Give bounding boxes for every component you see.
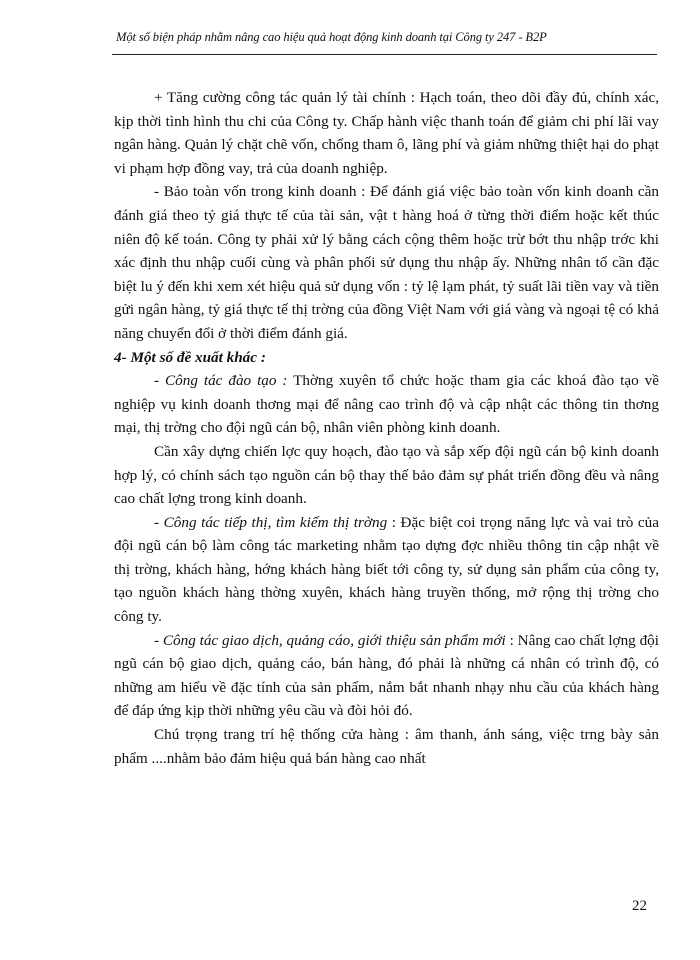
advertising-label: - Công tác giao dịch, quảng cáo, giới thiệu sản phẩm mới — [154, 631, 506, 649]
training-label: - Công tác đào tạo : — [154, 372, 288, 390]
header-divider — [112, 54, 657, 55]
paragraph-training — [114, 369, 659, 440]
section-heading-other-proposals: 4- Một số đề xuất khác : — [114, 348, 266, 366]
page-number: 22 — [632, 898, 647, 914]
paragraph-store-display: Chú trọng trang trí hệ thống cửa hàng : âm thanh, ánh sáng, việc trng bày sản phẩm ....nhằm bảo đảm hiệu quả bán hàng cao nhất — [114, 726, 659, 767]
training-text: Thờng xuyên tổ chức hoặc tham gia các khoá đào tạo về nghiệp vụ kinh doanh thơng mại để nâng cao trình độ và cập nhật các thông tin thơng mại, thị trờng cho đội ngũ cán bộ, nhân viên phòng kinh doanh. — [114, 372, 659, 437]
marketing-label: - Công tác tiếp thị, tìm kiếm thị trờng — [154, 513, 388, 531]
paragraph-staff-strategy: Cần xây dựng chiến lợc quy hoạch, đào tạo và sắp xếp đội ngũ cán bộ kinh doanh hợp lý, có chính sách tạo nguồn cán bộ thay thế bảo đảm sự phát triển đồng đều và nâng cao chất lợng trong kinh doanh. — [114, 442, 659, 508]
paragraph-marketing — [114, 511, 659, 629]
running-header: Một số biện pháp nhằm nâng cao hiệu quả hoạt động kinh doanh tại Công ty 247 - B2P — [116, 30, 547, 44]
advertising-text: : Nâng cao chất lợng đội ngũ cán bộ giao dịch, quảng cáo, bán hàng, đó phải là những cá nhân có trình độ, có những am hiểu về đặc tính của sản phẩm, nắm bắt nhanh nhạy nhu cầu của khách hàng để đáp ứng kịp thời những yêu cầu và đòi hỏi đó. — [114, 631, 659, 720]
paragraph-financial-management: + Tăng cường công tác quản lý tài chính : Hạch toán, theo dõi đầy đủ, chính xác, kịp thời tình hình thu chi của Công ty. Chấp hành việc thanh toán để giảm chi phí lãi vay ngân hàng. Quản lý chặt chẽ vốn, chống tham ô, lãng phí và giảm những thiệt hại do phạt vi phạm hợp đồng vay, trả của doanh nghiệp. — [114, 89, 659, 177]
paragraph-advertising — [114, 629, 659, 723]
page-body — [114, 86, 659, 770]
marketing-text: : Đặc biệt coi trọng năng lực và vai trò của đội ngũ cán bộ làm công tác marketing nhằm tạo dựng đợc nhiều thông tin cập nhật về thị trờng, khách hàng, hớng khách hàng biết tới công ty, sử dụng sản phẩm của công ty, tạo nguồn khách hàng thờng xuyên, khách hàng truyền thống, mở rộng thị trờng cho công ty. — [114, 513, 659, 626]
paragraph-capital-preservation: - Bảo toàn vốn trong kinh doanh : Để đánh giá việc bảo toàn vốn kinh doanh cần đánh giá theo tỷ giá thực tế của tài sản, vật t hàng hoá ở từng thời điểm hoặc kết thúc niên độ kế toán. Công ty phải xử lý bằng cách cộng thêm hoặc trừ bớt thu nhập trớc khi xác định thu nhập cuối cùng và phân phối sử dụng thu nhập ấy. Những nhân tố cần đặc biệt lu ý đến khi xem xét hiệu quả sử dụng vốn : tỷ lệ lạm phát, tỷ suất lãi tiền vay và tiền gửi ngân hàng, tỷ giá thực tế thị trờng của đồng Việt Nam với giá vàng và ngoại tệ có khả năng chuyển đổi ở thời điểm đánh giá. — [114, 183, 659, 342]
